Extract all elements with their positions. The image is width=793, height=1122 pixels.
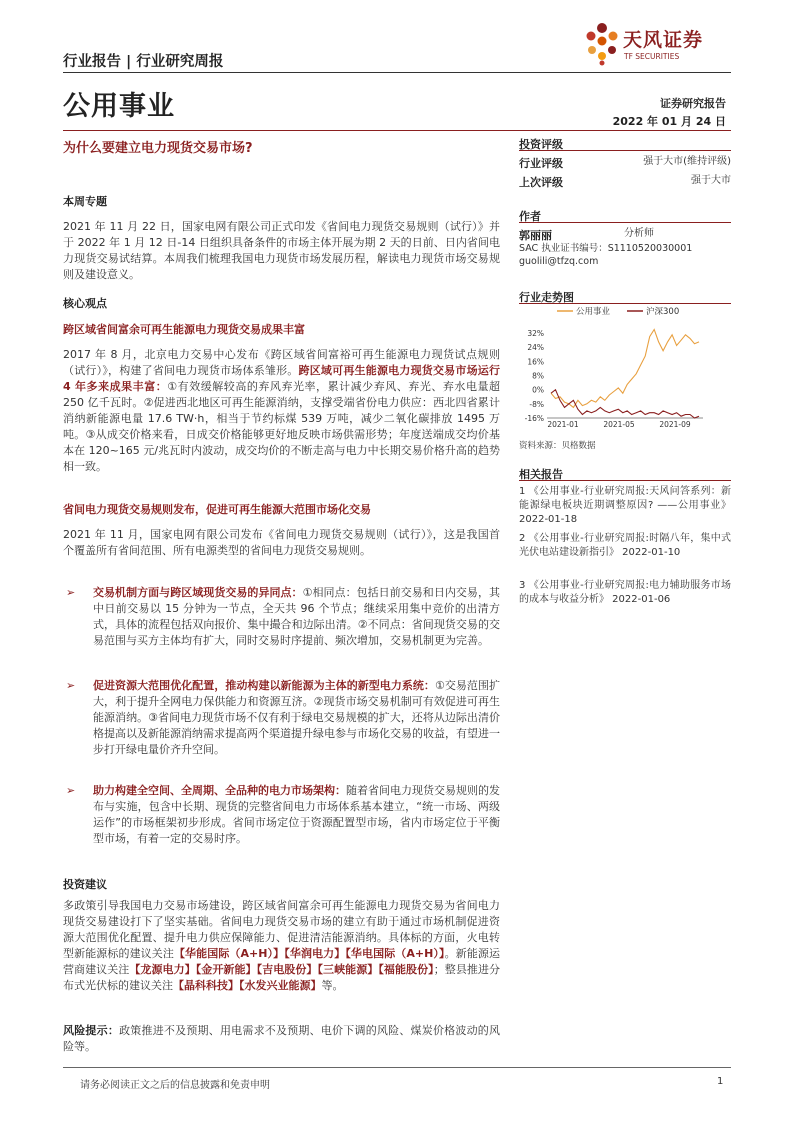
report-category: 行业报告 | 行业研究周报 xyxy=(63,54,224,70)
bullet-title: 促进资源大范围优化配置，推动构建以新能源为主体的新型电力系统： xyxy=(93,679,435,692)
rating-value: 强于大市 xyxy=(691,175,731,186)
bullet-arrow-icon: ➢ xyxy=(66,784,76,797)
related-divider xyxy=(519,480,731,481)
core-highlight: 跨区域可再生能源电力现货交易市场运行 4 年多来成果丰富： xyxy=(63,364,501,393)
sector-title: 公用事业 xyxy=(63,91,175,122)
investment-text-mid: 。新能源运营商建议关注 xyxy=(63,947,501,976)
author-sac: SAC 执业证书编号：S1110520030001 xyxy=(519,243,693,254)
weekly-topic-paragraph: 2021 年 11 月 22 日，国家电网有限公司正式印发《省间电力现货交易规则（试行）》并于 2022 年 1 月 12 日-14 日组织具备条件的市场主体开展为期 2 天的日前、日内省间电力现货交易试结算。本周我们梳理我国电力现货市场发展历程，解读电力现货市场交易规则及建设意义。 xyxy=(63,220,500,281)
risk-label: 风险提示： xyxy=(63,1024,120,1037)
rating-label: 上次评级 xyxy=(519,176,563,189)
tf-securities-logo xyxy=(583,22,733,68)
x-tick-label: 2021-09 xyxy=(659,420,691,429)
investment-stocks-1: 【华能国际（A+H）】【华润电力】【华电国际（A+H）】 xyxy=(173,947,445,960)
y-tick-label: 8% xyxy=(532,371,544,381)
y-tick-label: 0% xyxy=(532,385,544,395)
report-headline: 为什么要建立电力现货交易市场? xyxy=(63,141,253,156)
core-paragraph-1 xyxy=(63,347,500,475)
bullet-text: 随着省间电力现货交易规则的发布与实施，包含中长期、现货的完整省间电力市场体系基本建立，“统一市场、两级运作”的市场框架初步形成。省间市场定位于资源配置型市场，省内市场定位于平衡型市场，有着一定的交易时序。 xyxy=(93,784,500,845)
author-divider xyxy=(519,222,731,223)
brand-name-cn: 天风证券 xyxy=(623,29,704,51)
series-line xyxy=(551,330,699,408)
bullet-title: 交易机制方面与跨区域现货交易的异同点： xyxy=(93,586,303,599)
subheading-2: 省间电力现货交易规则发布，促进可再生能源大范围市场化交易 xyxy=(63,503,371,516)
bullet-item xyxy=(66,678,500,758)
author-name: 郭丽丽 xyxy=(519,229,552,242)
legend-label: 沪深300 xyxy=(646,307,680,317)
risk-paragraph xyxy=(63,1023,500,1055)
core-paragraph-2: 2021 年 11 月，国家电网有限公司发布《省间电力现货交易规则（试行）》，这是我国首个覆盖所有省间范围、所有电源类型的省间电力现货交易规则。 xyxy=(63,528,500,557)
y-tick-label: 16% xyxy=(527,357,544,367)
y-tick-label: 24% xyxy=(527,343,544,353)
investment-text-mid2: ；整县推进分布式光伏标的建议关注 xyxy=(63,963,501,992)
bullet-arrow-icon: ➢ xyxy=(66,586,76,599)
related-report[interactable]: 3 《公用事业-行业研究周报:电力辅助服务市场的成本与收益分析》 2022-01-06 xyxy=(519,580,731,605)
bullet-title: 助力构建全空间、全周期、全品种的电力市场架构： xyxy=(93,784,346,797)
title-divider xyxy=(63,130,731,131)
chart-source: 资料来源：贝格数据 xyxy=(519,441,596,451)
investment-stocks-3: 【晶科科技】【水发兴业能源】 xyxy=(173,979,322,992)
investment-text: 多政策引导我国电力交易市场建设，跨区域省间富余可再生能源电力现货交易为省间电力现货交易建设打下了坚实基础。省间电力现货交易市场的建立有助于通过市场机制促进资源大范围优化配置、提升电力供应保障能力、促进清洁能源消纳。具体标的方面，火电转型新能源标的建议关注 xyxy=(63,899,500,960)
x-tick-label: 2021-05 xyxy=(603,420,635,429)
rating-value: 强于大市(维持评级) xyxy=(643,156,731,167)
report-date: 2022 年 01 月 24 日 xyxy=(612,115,726,128)
author-title: 分析师 xyxy=(624,228,654,239)
bullet-text: ①相同点：包括日前交易和日内交易，其中日前交易以 15 分钟为一节点，全天共 96 个节点；继续采用集中竞价的出清方式，具体的流程包括双向报价、集中撮合和边际出清。②不同点：省间现货交易的交易范围与买方主体均有扩大，同时交易时序提前、频次增加，交易机制更为完善。 xyxy=(93,586,500,647)
weekly-topic-heading: 本周专题 xyxy=(63,195,107,208)
core-text-c: ①有效缓解较高的弃风弃光率，累计减少弃风、弃光、弃水电量超 250 亿千瓦时。②促进西北地区可再生能源消纳，支撑受端省份电力供应：西北四省累计消纳新能源电量 17.6 TW·h，相当于节约标煤 539 万吨，减少二氧化碳排放 1495 万吨。③从成交价格来看，日成交价格能够更好地反映市场供需形势；年度送端成交均价基本在 120~165 元/兆瓦时内波动，成交均价的不断走高与电力中长期交易价格升高的趋势相一致。 xyxy=(63,380,500,473)
trend-chart xyxy=(519,304,719,434)
related-report[interactable]: 2 《公用事业-行业研究周报:时隔八年，集中式光伏电站建设新指引》 2022-01-10 xyxy=(519,533,731,558)
x-tick-label: 2021-01 xyxy=(547,420,579,429)
investment-stocks-2: 【龙源电力】【金开新能】【吉电股份】【三峡能源】【福能股份】 xyxy=(129,963,434,976)
risk-text: 政策推进不及预期、用电需求不及预期、电价下调的风险、煤炭价格波动的风险等。 xyxy=(63,1024,501,1053)
brand-name-en: TF SECURITIES xyxy=(624,52,680,61)
footer-divider xyxy=(63,1067,731,1068)
report-type: 证券研究报告 xyxy=(660,97,726,110)
bullet-item xyxy=(66,585,500,649)
core-text-a: 2017 年 8 月，北京电力交易中心发布《跨区域省间富裕可再生能源电力现货试点规则（试行）》，构建了省间电力现货市场体系雏形。 xyxy=(63,348,500,377)
rating-divider xyxy=(519,150,731,151)
series-line xyxy=(551,390,699,418)
page-number: 1 xyxy=(717,1076,724,1087)
footer-disclaimer[interactable]: 请务必阅读正文之后的信息披露和免责申明 xyxy=(80,1080,270,1091)
related-report[interactable]: 1 《公用事业-行业研究周报:天风问答系列：新能源绿电板块近期调整原因? ——公用事业》 2022-01-18 xyxy=(519,486,731,525)
core-views-heading: 核心观点 xyxy=(63,297,107,310)
y-tick-label: -16% xyxy=(524,414,544,423)
trend-heading: 行业走势图 xyxy=(519,291,574,304)
bullet-text: ①交易范围扩大，利于提升全网电力保供能力和资源互济。②现货市场交易机制可有效促进可再生能源消纳。③省间电力现货市场不仅有利于绿电交易规模的扩大，还将从边际出清价格提高以及新能源消纳需求提高两个渠道提升绿电参与市场化交易的收益，有望进一步打开绿电量价齐升空间。 xyxy=(93,679,500,756)
author-heading: 作者 xyxy=(519,210,541,223)
rating-heading: 投资评级 xyxy=(519,138,563,151)
subheading-1: 跨区域省间富余可再生能源电力现货交易成果丰富 xyxy=(63,323,305,336)
investment-text-end: 等。 xyxy=(321,979,344,992)
bullet-arrow-icon: ➢ xyxy=(66,679,76,692)
related-heading: 相关报告 xyxy=(519,468,563,481)
investment-heading: 投资建议 xyxy=(63,878,107,891)
y-tick-label: -8% xyxy=(529,399,544,409)
legend-label: 公用事业 xyxy=(576,307,611,317)
header-divider xyxy=(63,72,731,73)
rating-label: 行业评级 xyxy=(519,157,563,170)
tf-logo-icon xyxy=(583,22,621,66)
bullet-item xyxy=(66,783,500,847)
author-email[interactable]: guolili@tfzq.com xyxy=(519,256,599,267)
y-tick-label: 32% xyxy=(527,329,544,339)
investment-paragraph xyxy=(63,898,500,994)
